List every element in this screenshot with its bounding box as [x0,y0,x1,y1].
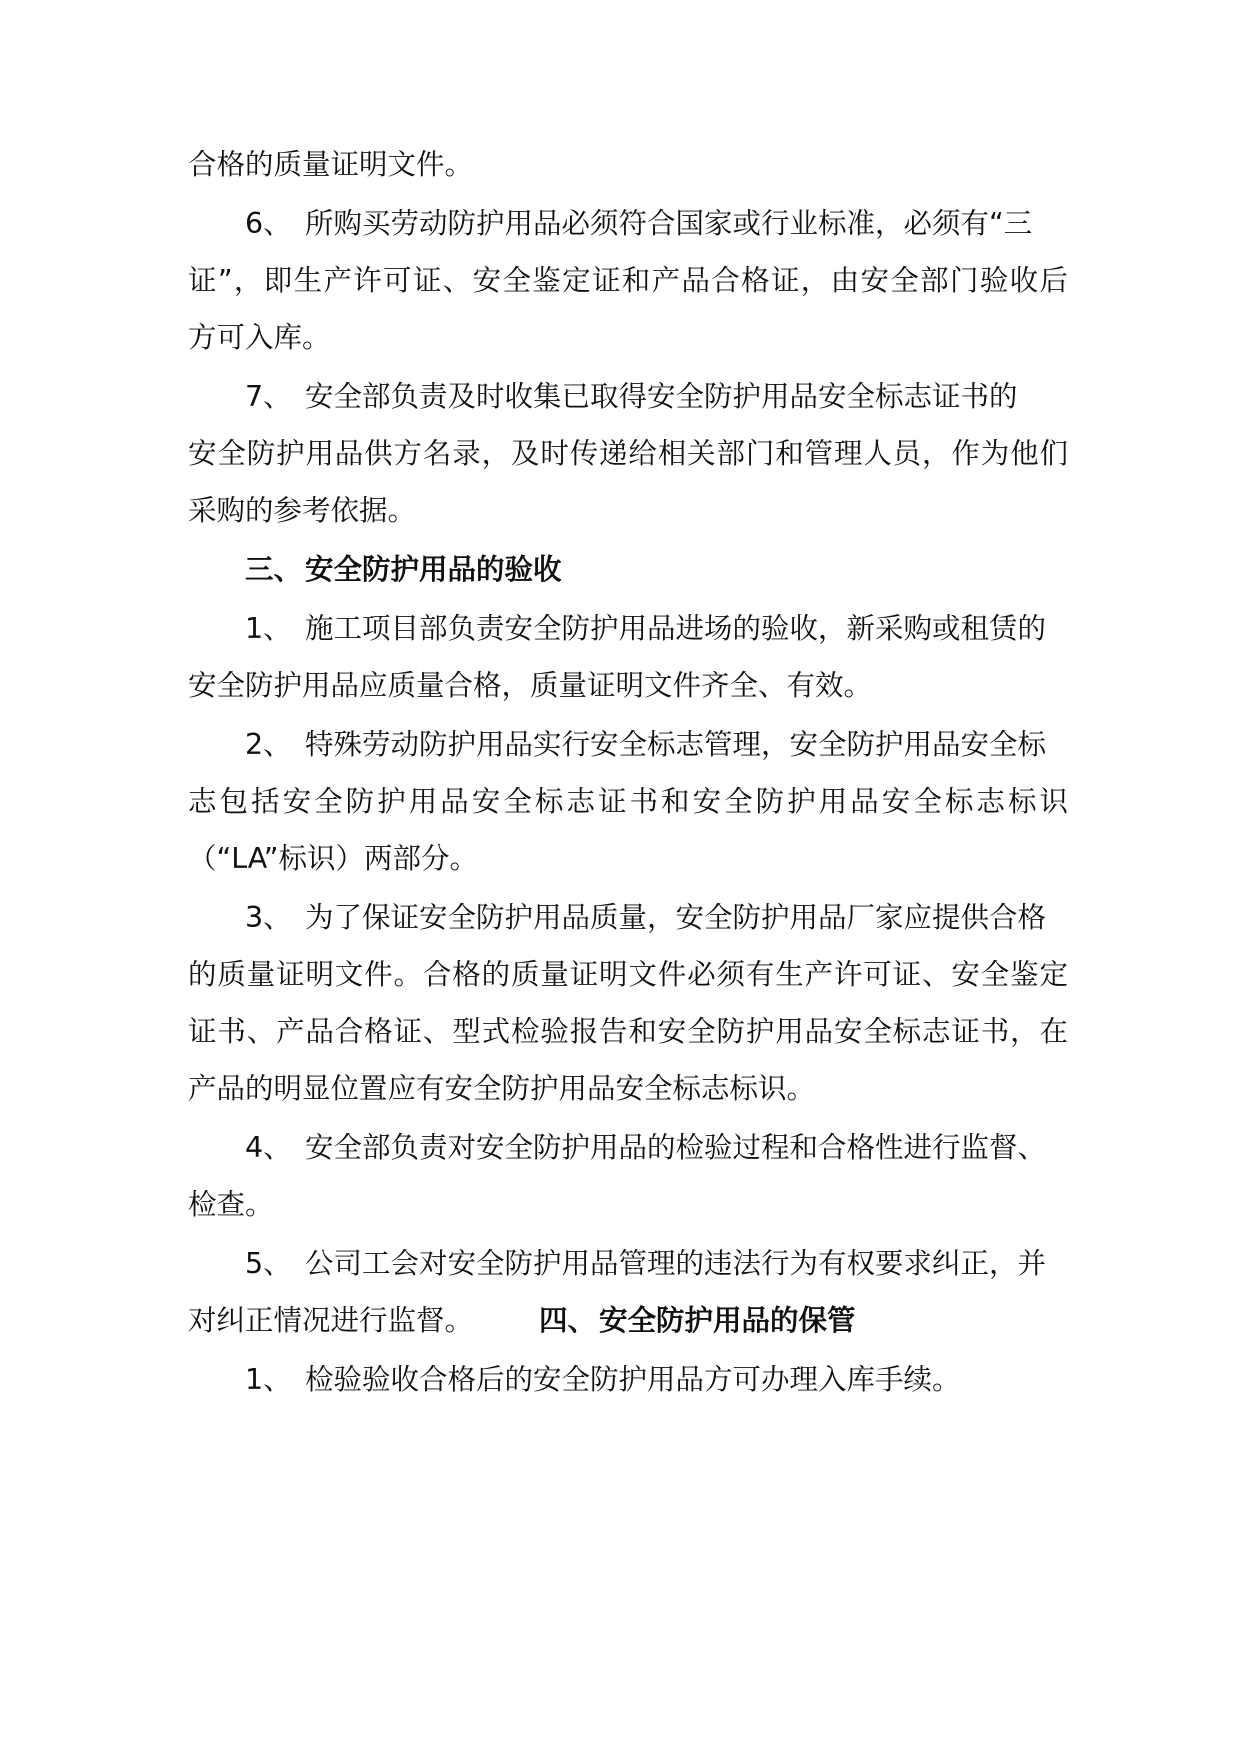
paragraph-line [188,318,1068,358]
text-line: 施工项目部负责安全防护用品进场的验收，新采购或租赁的 [305,612,1047,645]
item-number: 3、 [245,901,292,934]
text-line: 为了保证安全防护用品质量，安全防护用品厂家应提供合格 [305,901,1047,934]
text-line: 所购买劳动防护用品必须符合国家或行业标准，必须有“三 [305,207,1033,240]
paragraph-line [188,1012,1068,1052]
text-line: 检验验收合格后的安全防护用品方可办理入库手续。 [305,1363,961,1396]
text-line: 证”，即生产许可证、安全鉴定证和产品合格证，由安全部门验收后 [188,264,1068,297]
text-line: 对纠正情况进行监督。 [188,1304,474,1337]
item-number: 4、 [245,1131,292,1164]
text-line: 志包括安全防护用品安全标志证书和安全防护用品安全标志标识 [188,785,1068,818]
section-heading-3 [188,550,1125,590]
item-number: 7、 [245,380,292,413]
list-item-1 [188,609,1125,649]
list-item-4 [188,1128,1125,1168]
text-line: 证书、产品合格证、型式检验报告和安全防护用品安全标志证书，在 [188,1015,1068,1048]
text-line: （“LA”标识）两部分。 [188,842,479,875]
item-number: 1、 [245,1363,292,1396]
text-line: 合格的质量证明文件。 [188,148,474,181]
item-number: 6、 [245,207,292,240]
text-line: 公司工会对安全防护用品管理的违法行为有权要求纠正，并 [305,1247,1047,1280]
paragraph-line [188,145,1068,185]
text-line: 的质量证明文件。合格的质量证明文件必须有生产许可证、安全鉴定 [188,958,1068,991]
list-item-3 [188,898,1125,938]
text-line: 安全防护用品供方名录，及时传递给相关部门和管理人员，作为他们 [188,437,1068,470]
text-line: 产品的明显位置应有安全防护用品安全标志标识。 [188,1072,816,1105]
item-number: 2、 [245,728,292,761]
list-item-2 [188,725,1125,765]
paragraph-line [188,491,1068,531]
list-item-7 [188,377,1125,417]
list-item-5 [188,1244,1125,1284]
text-line: 安全部负责对安全防护用品的检验过程和合格性进行监督、 [305,1131,1047,1164]
heading-text: 安全防护用品的验收 [305,553,562,586]
paragraph-line [188,1185,1068,1225]
item-number: 1、 [245,612,292,645]
paragraph-line [188,955,1068,995]
item-number: 5、 [245,1247,292,1280]
heading-number: 三、 [245,553,303,586]
paragraph-line [188,782,1068,822]
text-line: 安全部负责及时收集已取得安全防护用品安全标志证书的 [305,380,1018,413]
heading-text: 安全防护用品的保管 [599,1304,856,1337]
paragraph-line [188,1301,1068,1341]
list-item-6 [188,204,1125,244]
paragraph-line [188,434,1068,474]
list-item-1b [188,1360,1125,1400]
paragraph-line [188,261,1068,301]
heading-number: 四、 [539,1304,597,1337]
paragraph-line [188,839,1068,879]
section-heading-4 [539,1304,856,1337]
text-line: 特殊劳动防护用品实行安全标志管理，安全防护用品安全标 [305,728,1047,761]
text-line: 方可入库。 [188,321,331,354]
paragraph-line [188,1069,1068,1109]
text-line: 安全防护用品应质量合格，质量证明文件齐全、有效。 [188,669,873,702]
text-line: 检查。 [188,1188,274,1221]
paragraph-line [188,666,1068,706]
text-line: 采购的参考依据。 [188,494,417,527]
